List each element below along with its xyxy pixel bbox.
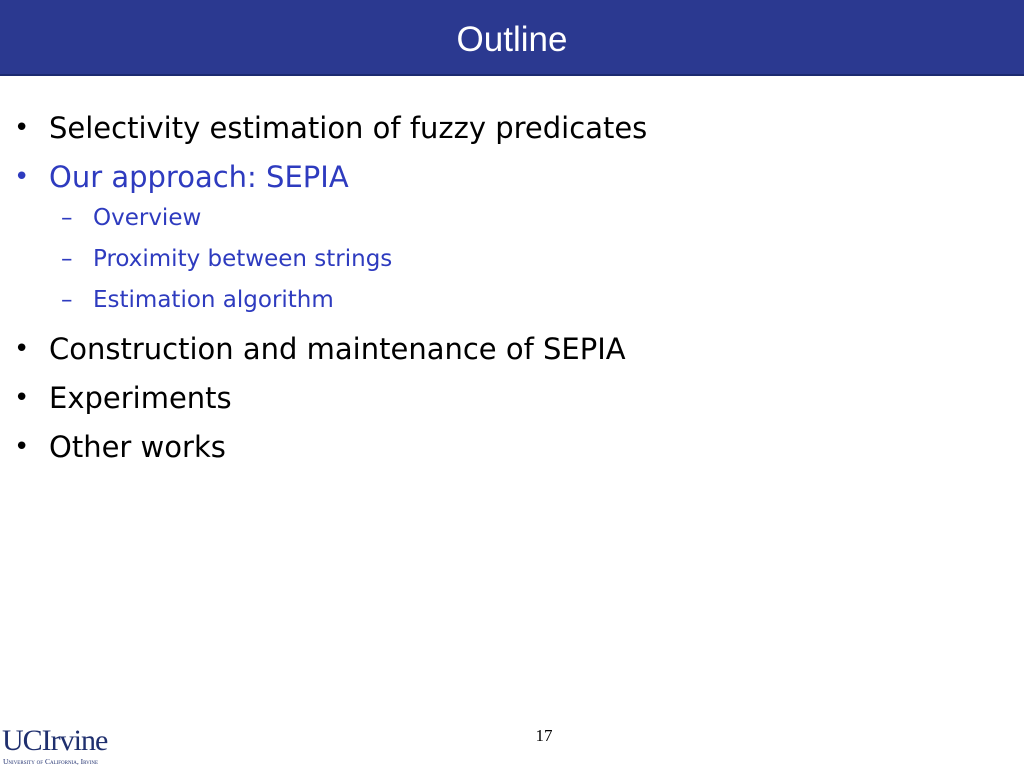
sub-bullet-marker: –: [61, 287, 73, 313]
bullet-item-highlighted: [0, 157, 1000, 197]
bullet-item: [0, 427, 1000, 467]
bullet-text: Experiments: [49, 381, 232, 415]
outline-list: [0, 108, 1000, 476]
bullet-item: [0, 329, 1000, 369]
bullet-text: Construction and maintenance of SEPIA: [49, 332, 626, 366]
sub-bullet-item: [0, 202, 1000, 235]
bullet-marker: •: [14, 432, 30, 462]
sub-bullet-item: [0, 243, 1000, 276]
bullet-marker: •: [14, 383, 30, 413]
sub-bullet-text: Overview: [93, 205, 202, 231]
bullet-text: Our approach: SEPIA: [49, 160, 349, 194]
sub-bullet-text: Estimation algorithm: [93, 287, 334, 313]
bullet-item: [0, 108, 1000, 148]
bullet-marker: •: [14, 162, 30, 192]
page-number: 17: [535, 726, 553, 745]
sub-bullet-item: [0, 284, 1000, 317]
sub-bullet-text: Proximity between strings: [93, 246, 393, 272]
title-bar: [0, 0, 1024, 76]
slide-title: Outline: [456, 20, 568, 59]
bullet-marker: •: [14, 113, 30, 143]
logo-subtitle: University of California, Irvine: [3, 757, 99, 766]
bullet-text: Selectivity estimation of fuzzy predicates: [49, 111, 648, 145]
sub-bullet-marker: –: [61, 205, 73, 231]
bullet-marker: •: [14, 334, 30, 364]
bullet-text: Other works: [49, 430, 226, 464]
uc-irvine-logo: [2, 726, 112, 766]
logo-wordmark: UCIrvine: [2, 724, 108, 757]
bullet-item: [0, 378, 1000, 418]
sub-bullet-marker: –: [61, 246, 73, 272]
